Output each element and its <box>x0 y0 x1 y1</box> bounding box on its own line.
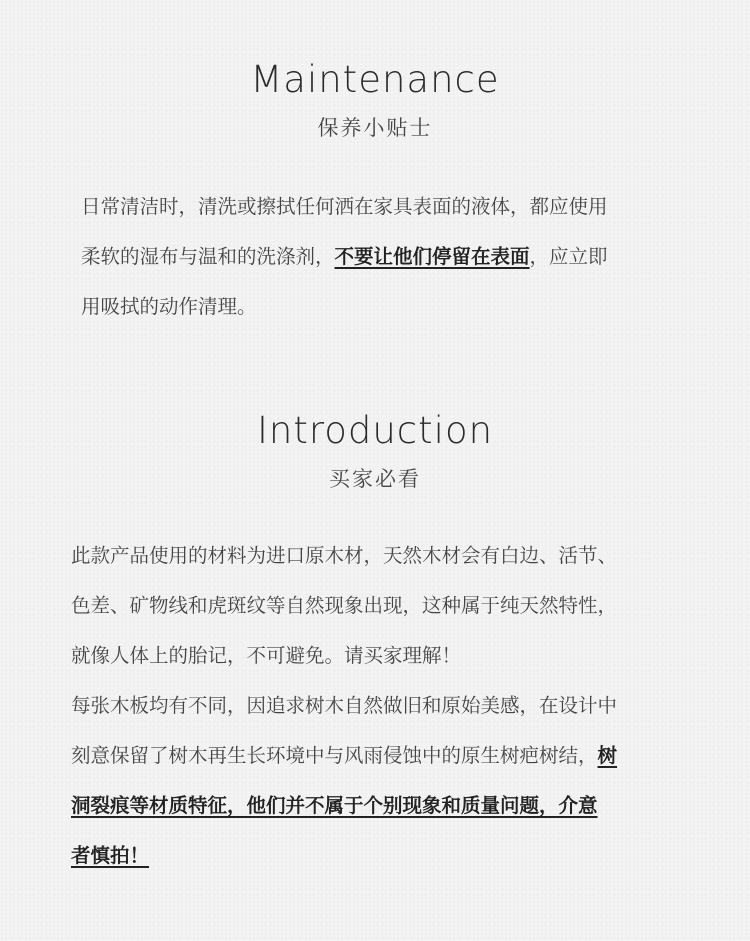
emphasized-warning-text: 洞裂痕等材质特征，他们并不属于个别现象和质量问题，介意 <box>71 794 598 817</box>
introduction-title: Introduction <box>256 409 494 452</box>
maintenance-paragraph <box>81 182 681 332</box>
line-text: 日常清洁时，清洗或擦拭任何洒在家具表面的液体，都应使用 <box>81 195 608 218</box>
paragraph-line <box>71 781 686 831</box>
line-text: 用吸拭的动作清理。 <box>81 295 257 318</box>
emphasized-warning-text: 不要让他们停留在表面 <box>334 245 530 268</box>
emphasized-warning-text: 者慎拍！ <box>71 844 150 867</box>
paragraph-line <box>71 581 686 631</box>
paragraph-line <box>71 831 686 881</box>
paragraph-line <box>71 731 686 781</box>
line-text: 此款产品使用的材料为进口原木材，天然木材会有白边、活节、 <box>71 544 618 567</box>
line-text: 色差、矿物线和虎斑纹等自然现象出现，这种属于纯天然特性， <box>71 594 618 617</box>
paragraph-line <box>81 232 681 282</box>
paragraph-line <box>71 681 686 731</box>
paragraph-line <box>71 531 686 581</box>
maintenance-title: Maintenance <box>250 58 500 101</box>
maintenance-subtitle: 保养小贴士 <box>317 116 433 140</box>
introduction-paragraph <box>71 531 686 881</box>
introduction-subtitle: 买家必看 <box>329 467 421 491</box>
line-text: 柔软的湿布与温和的洗涤剂， <box>81 245 335 268</box>
paragraph-line <box>81 282 681 332</box>
line-text: 就像人体上的胎记，不可避免。请买家理解！ <box>71 644 462 667</box>
paragraph-line <box>81 182 681 232</box>
line-text: 刻意保留了树木再生长环境中与风雨侵蚀中的原生树疤树结， <box>71 744 598 767</box>
line-text: ，应立即 <box>529 245 608 268</box>
paragraph-line <box>71 631 686 681</box>
line-text: 每张木板均有不同，因追求树木自然做旧和原始美感，在设计中 <box>71 694 618 717</box>
emphasized-warning-text: 树 <box>597 744 618 767</box>
